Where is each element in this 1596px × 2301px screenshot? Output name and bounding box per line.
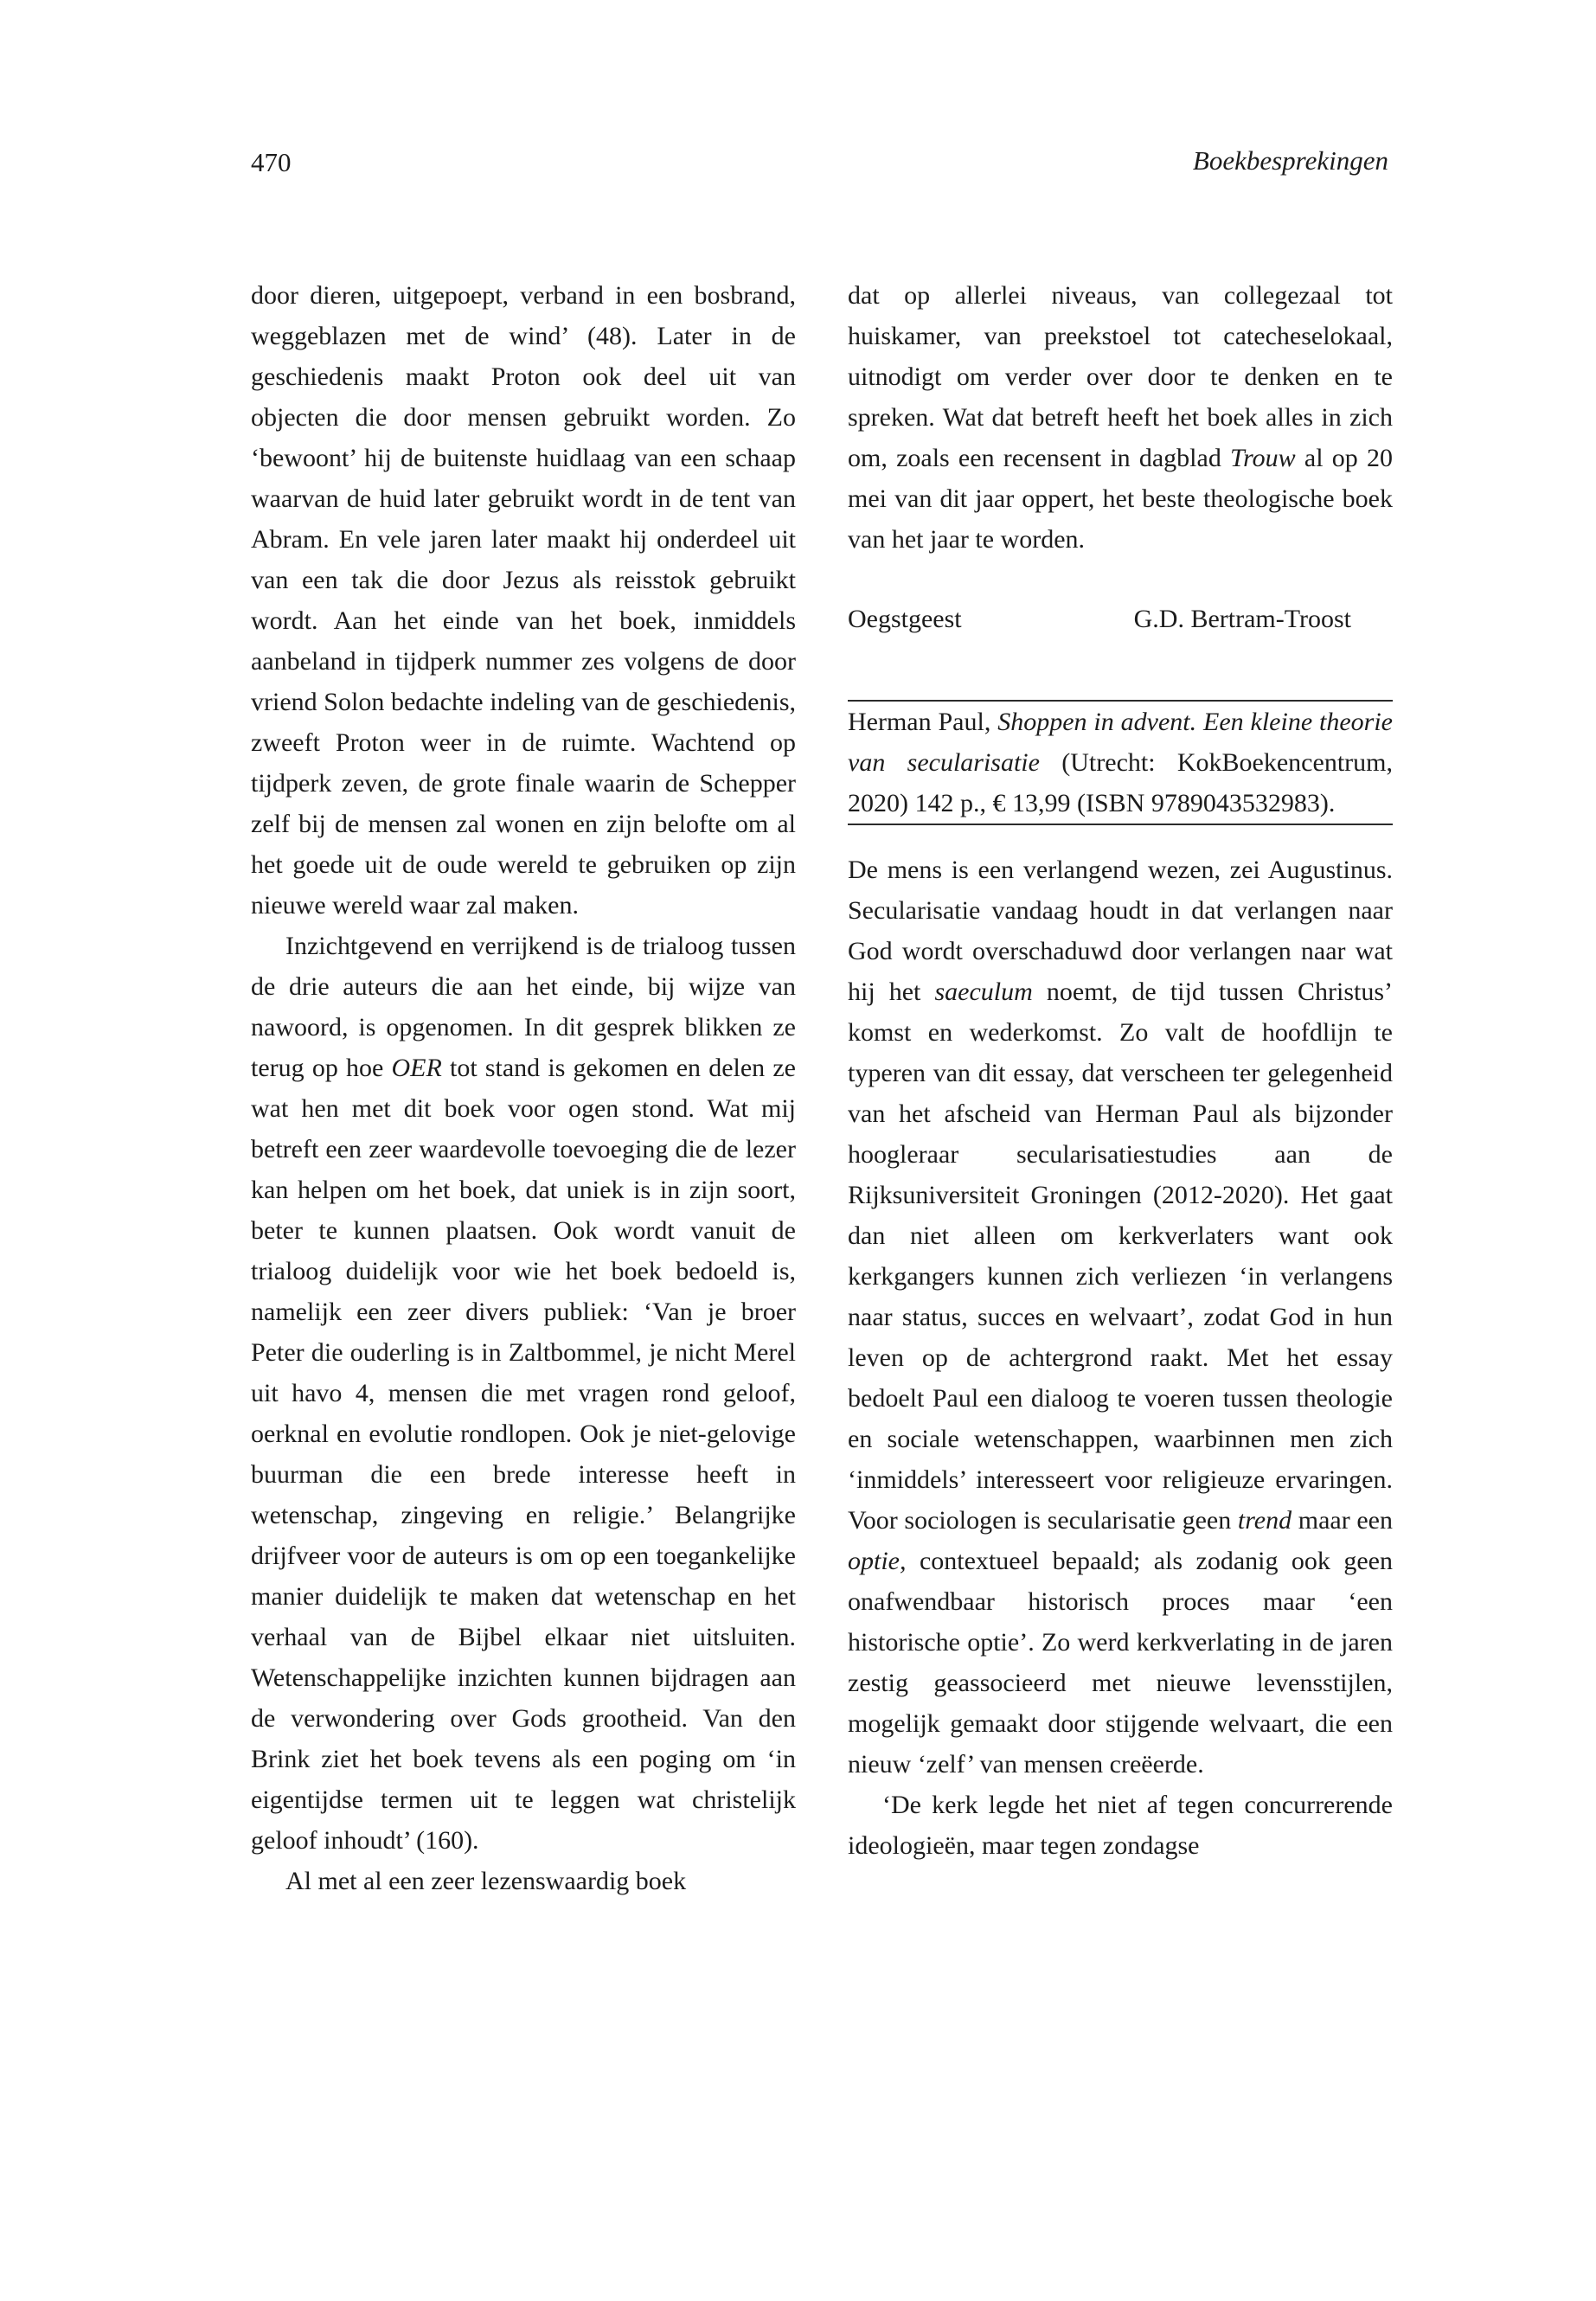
left-paragraph-3: Al met al een zeer lezenswaardig boek [285,1867,687,1895]
review-signature [848,599,1393,639]
newspaper-name: Trouw [1230,444,1296,472]
right-paragraph-1-text-a: dat op allerlei niveaus, van collegezaal tot huiskamer, van preekstoel tot catecheselokaal, uitnodigt om verder over door te denken en te spreken. Wat dat betreft heeft het boek alles in zich om, zoals een recensent in dagblad [848,281,1393,472]
signature-name: G.D. Bertram-Troost [1133,605,1351,633]
right-paragraph-2-text-a: De mens is een verlangend wezen, zei Augustinus. Secularisatie vandaag houdt in dat verlangen naar God wordt overschaduwd door verlangen naar wat hij het [848,856,1393,1006]
right-paragraph-3: ‘De kerk legde het niet af tegen concurrerende ideologieën, maar tegen zondagse [848,1791,1393,1860]
book-entry-title: Shoppen in advent. Een kleine theorie van secularisatie [848,708,1393,777]
signature-place: Oegstgeest [848,605,962,633]
book-entry-author: Herman Paul, [848,708,998,736]
left-paragraph-1: door dieren, uitgepoept, verband in een bosbrand, weggeblazen met de wind’ (48). Later in de geschiedenis maakt Proton ook deel uit van objecten die door mensen gebruikt worden. Zo ‘bewoont’ hij de buitenste huidlaag van een schaap waarvan de huid later gebruikt wordt in de tent van Abram. En vele jaren later maakt hij onderdeel uit van een tak die door Jezus als reisstok gebruikt wordt. Aan het einde van het boek, inmiddels aanbeland in tijdperk nummer zes volgens de door vriend Solon bedachte indeling van de geschiedenis, zweeft Proton weer in de ruimte. Wachtend op tijdperk zeven, de grote finale waarin de Schepper zelf bij de mensen zal wonen en zijn belofte om al het goede uit de oude wereld te gebruiken op zijn nieuwe wereld waar zal maken. [251,281,796,920]
left-paragraph-2 [251,926,796,1861]
left-paragraph-2-text-b: tot stand is gekomen en delen ze wat hen met dit boek voor ogen stond. Wat mij betreft een zeer waardevolle toevoeging die de lezer kan helpen om het boek, dat uniek is in zijn soort, beter te kunnen plaatsen. Ook wordt vanuit de trialoog duidelijk voor wie het boek bedoeld is, namelijk een zeer divers publiek: ‘Van je broer Peter die ouderling is in Zaltbommel, je nicht Merel uit havo 4, mensen die met vragen rond geloof, oerknal en evolutie rondlopen. Ook je niet-gelovige buurman die een brede interesse heeft in wetenschap, zingeving en religie.’ Belangrijke drijfveer voor de auteurs is om op een toegankelijke manier duidelijk te maken dat wetenschap en het verhaal van de Bijbel elkaar niet uitsluiten. Wetenschappelijke inzichten kunnen bijdragen aan de verwondering over Gods grootheid. Van den Brink ziet het boek tevens als een poging om ‘in eigentijdse termen uit te leggen wat christelijk geloof inhoudt’ (160). [251,1054,796,1855]
term-optie: optie, [848,1547,907,1575]
page-number: 470 [251,147,292,177]
right-paragraph-1-text-b: al op 20 mei van dit jaar oppert, het beste theologische boek van het jaar te worden. [848,444,1393,554]
right-paragraph-2-text-c: maar een [1292,1506,1393,1535]
right-column [848,275,1393,1866]
book-entry [848,702,1393,824]
left-column [251,275,796,1901]
term-trend: trend [1237,1506,1292,1535]
right-paragraph-1 [848,275,1393,560]
left-paragraph-2-text-a: Inzichtgevend en verrijkend is de trialoog tussen de drie auteurs die aan het einde, bij wijze van nawoord, is opgenomen. In dit gesprek blikken ze terug op hoe [251,932,796,1082]
right-paragraph-2 [848,849,1393,1785]
term-saeculum: saeculum [934,977,1033,1006]
running-title: Boekbesprekingen [1192,145,1388,176]
right-paragraph-2-text-d: contextueel bepaald; als zodanig ook geen onafwendbaar historisch proces maar ‘een historische optie’. Zo werd kerkverlating in de jaren zestig geassocieerd met nieuwe levensstijlen, mogelijk gemaakt door stijgende welvaart, die een nieuw ‘zelf’ van mensen creëerde. [848,1547,1393,1779]
book-entry-details: (Utrecht: KokBoekencentrum, 2020) 142 p., € 13,99 (ISBN 9789043532983). [848,748,1393,817]
book-title-oer: OER [391,1054,442,1082]
right-paragraph-2-text-b: noemt, de tijd tussen Christus’ komst en wederkomst. Zo valt de hoofdlijn te typeren van dit essay, dat verscheen ter gelegenheid van het afscheid van Herman Paul als bijzonder hoogleraar secularisatiestudies aan de Rijksuniversiteit Groningen (2012-2020). Het gaat dan niet alleen om kerkverlaters want ook kerkgangers kunnen zich verliezen ‘in verlangens naar status, succes en welvaart’, zodat God in hun leven op de achtergrond raakt. Met het essay bedoelt Paul een dialoog te voeren tussen theologie en sociale wetenschappen, waarbinnen men zich ‘inmiddels’ interesseert voor religieuze ervaringen. Voor sociologen is secularisatie geen [848,977,1393,1535]
divider-bottom [848,824,1393,825]
